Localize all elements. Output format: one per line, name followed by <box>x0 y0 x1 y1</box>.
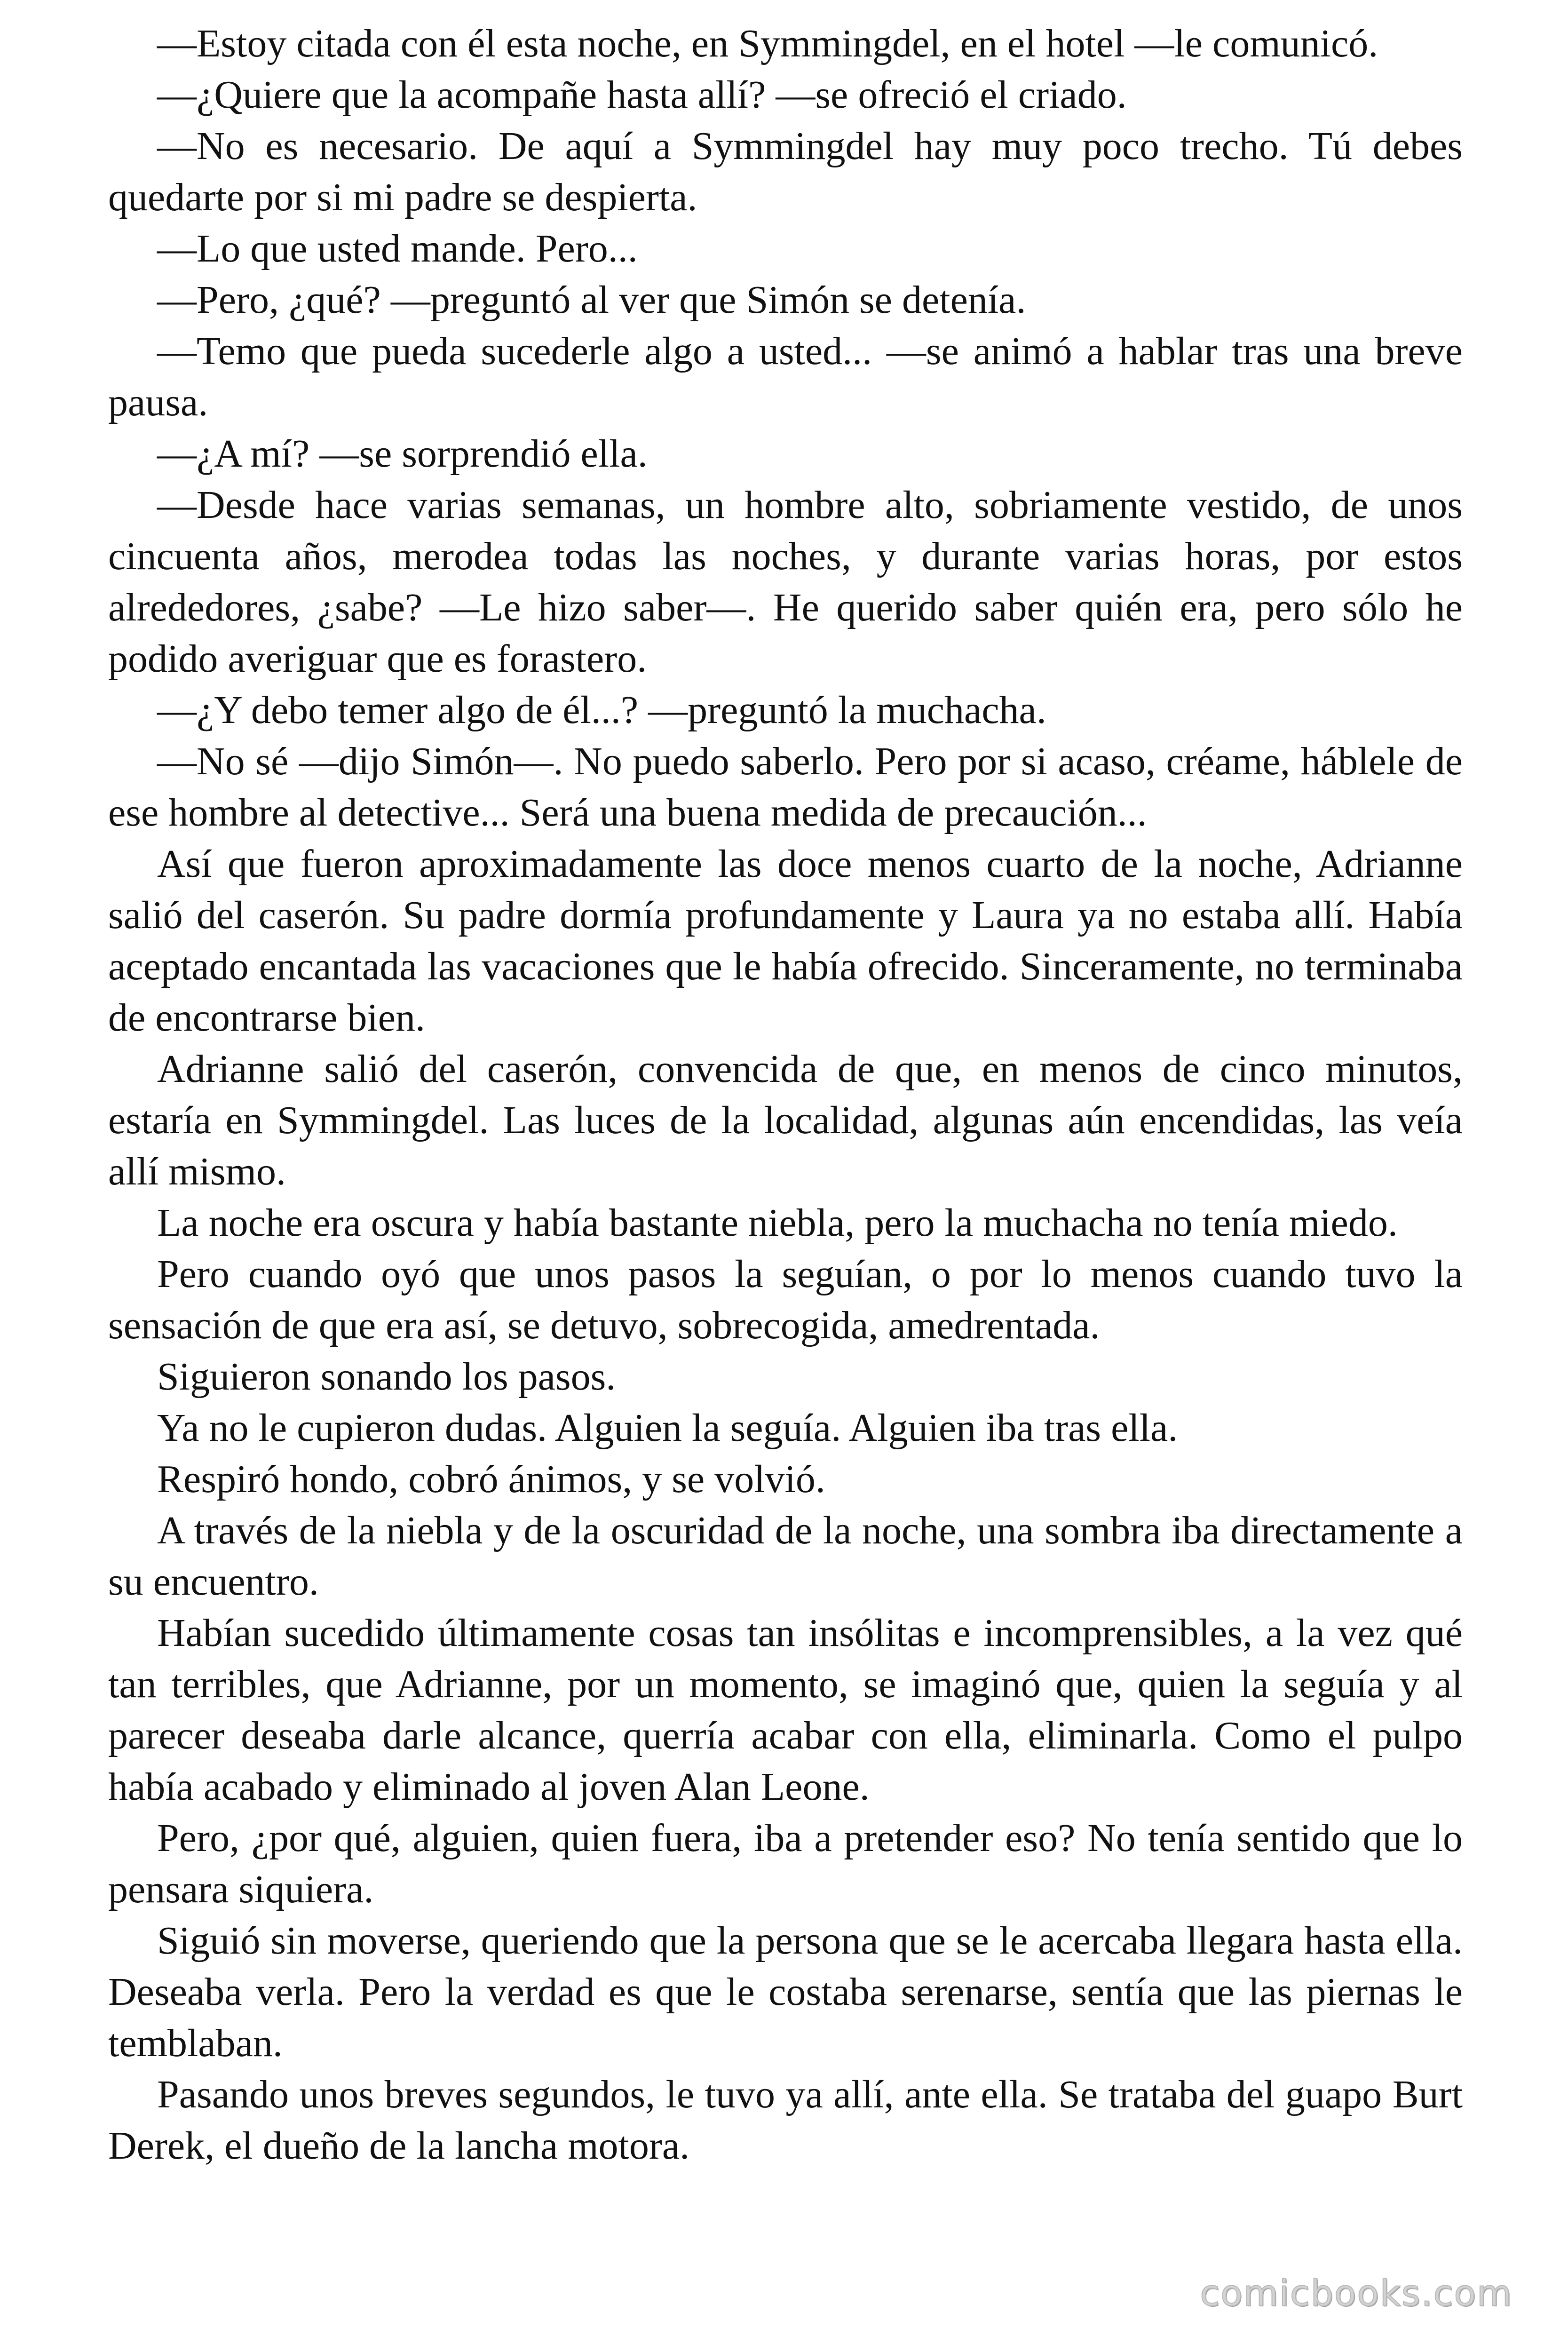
paragraph: Adrianne salió del caserón, convencida de que, en menos de cinco minutos, estaría en Symmingdel. Las luces de la localidad, algunas aún encendidas, las veía allí mismo. <box>108 1047 1463 1193</box>
paragraph: —Estoy citada con él esta noche, en Symmingdel, en el hotel —le comunicó. <box>157 22 1378 65</box>
document-page <box>108 18 1463 2171</box>
paragraph: Pasando unos breves segundos, le tuvo ya allí, ante ella. Se trataba del guapo Burt Derek, el dueño de la lancha motora. <box>108 2073 1463 2168</box>
paragraph: Respiró hondo, cobró ánimos, y se volvió. <box>157 1457 825 1501</box>
paragraph: —No es necesario. De aquí a Symmingdel hay muy poco trecho. Tú debes quedarte por si mi padre se despierta. <box>108 124 1463 219</box>
paragraph: Así que fueron aproximadamente las doce menos cuarto de la noche, Adrianne salió del caserón. Su padre dormía profundamente y Laura ya no estaba allí. Había aceptado encantada las vacaciones que le había ofrecido. Sinceramente, no terminaba de encontrarse bien. <box>108 842 1463 1040</box>
paragraph: —Pero, ¿qué? —preguntó al ver que Simón se detenía. <box>157 278 1026 322</box>
watermark-logo: comicbooks.com <box>1200 2272 1513 2314</box>
paragraph: —¿Y debo temer algo de él...? —preguntó la muchacha. <box>157 688 1046 732</box>
paragraph: —No sé —dijo Simón—. No puedo saberlo. Pero por si acaso, créame, háblele de ese hombre al detective... Será una buena medida de precaución... <box>108 739 1463 834</box>
paragraph: —Temo que pueda sucederle algo a usted... —se animó a hablar tras una breve pausa. <box>108 329 1463 424</box>
paragraph: Pero cuando oyó que unos pasos la seguían, o por lo menos cuando tuvo la sensación de que era así, se detuvo, sobrecogida, amedrentada. <box>108 1252 1463 1347</box>
paragraph: Siguieron sonando los pasos. <box>157 1355 616 1398</box>
paragraph: —¿Quiere que la acompañe hasta allí? —se ofreció el criado. <box>157 73 1127 117</box>
paragraph: Siguió sin moverse, queriendo que la persona que se le acercaba llegara hasta ella. Deseaba verla. Pero la verdad es que le costaba serenarse, sentía que las piernas le temblaban. <box>108 1919 1463 2065</box>
paragraph: Pero, ¿por qué, alguien, quien fuera, iba a pretender eso? No tenía sentido que lo pensara siquiera. <box>108 1816 1463 1911</box>
paragraph: —Desde hace varias semanas, un hombre alto, sobriamente vestido, de unos cincuenta años, merodea todas las noches, y durante varias horas, por estos alrededores, ¿sabe? —Le hizo saber—. He querido saber quién era, pero sólo he podido averiguar que es forastero. <box>108 483 1463 681</box>
paragraph: —¿A mí? —se sorprendió ella. <box>157 432 648 476</box>
paragraph: Habían sucedido últimamente cosas tan insólitas e incomprensibles, a la vez qué tan terribles, que Adrianne, por un momento, se imaginó que, quien la seguía y al parecer deseaba darle alcance, querría acabar con ella, eliminarla. Como el pulpo había acabado y eliminado al joven Alan Leone. <box>108 1611 1463 1809</box>
paragraph: A través de la niebla y de la oscuridad de la noche, una sombra iba directamente a su encuentro. <box>108 1509 1463 1604</box>
paragraph: —Lo que usted mande. Pero... <box>157 227 638 270</box>
paragraph: Ya no le cupieron dudas. Alguien la seguía. Alguien iba tras ella. <box>157 1406 1178 1450</box>
paragraph: La noche era oscura y había bastante niebla, pero la muchacha no tenía miedo. <box>157 1201 1398 1245</box>
